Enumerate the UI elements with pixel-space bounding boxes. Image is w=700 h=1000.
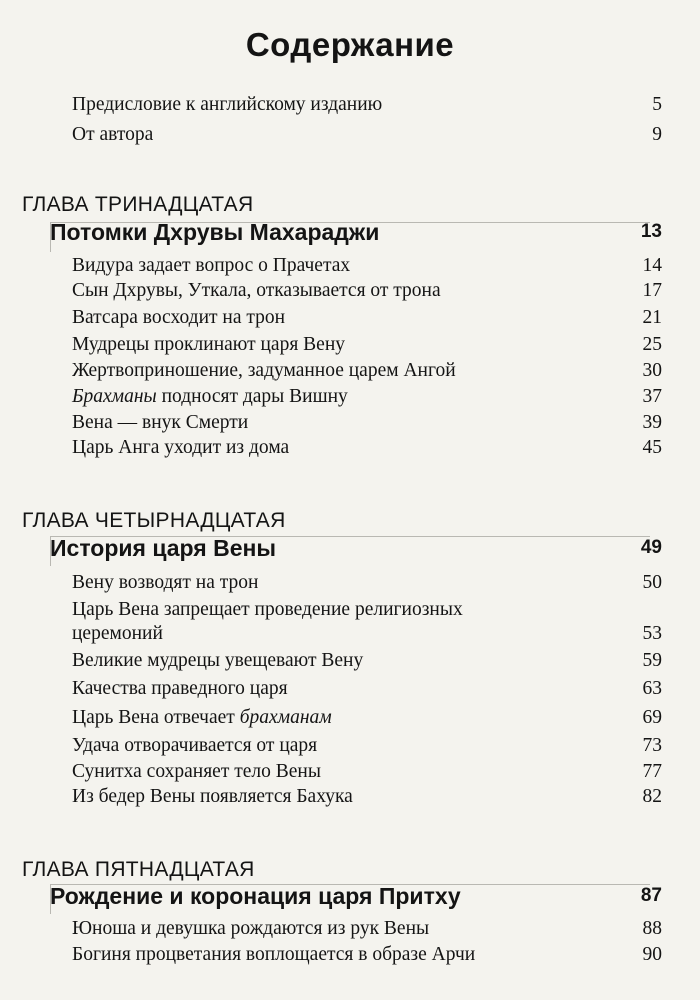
- entry-page: 69: [642, 707, 662, 728]
- entry-label: Царь Анга уходит из дома: [72, 437, 290, 458]
- toc-entry[interactable]: [72, 571, 258, 595]
- entry-page: 50: [642, 572, 662, 593]
- entry-label: Мудрецы проклинают царя Вену: [72, 334, 346, 355]
- toc-entry[interactable]: [72, 734, 317, 758]
- entry-page: 37: [642, 386, 662, 407]
- chapter-heading: ГЛАВА ПЯТНАДЦАТАЯ: [22, 858, 255, 881]
- chapter-title[interactable]: Потомки Дхрувы Махараджи: [50, 219, 380, 245]
- entry-page: 77: [642, 761, 662, 782]
- entry-label: Вена — внук Смерти: [72, 412, 249, 433]
- entry-label: Царь Вена запрещает проведение религиозных: [72, 599, 463, 620]
- entry-label: Ватсара восходит на трон: [72, 307, 286, 328]
- toc-entry[interactable]: [72, 785, 353, 809]
- entry-label-italic: Брахманы: [72, 386, 157, 407]
- toc-entry[interactable]: [72, 333, 345, 357]
- entry-label: Сунитха сохраняет тело Вены: [72, 761, 321, 782]
- toc-entry[interactable]: [72, 385, 348, 409]
- chapter-page: 87: [640, 885, 662, 906]
- toc-entry[interactable]: [72, 254, 350, 278]
- entry-label: Вену возводят на трон: [72, 572, 259, 593]
- entry-page: 14: [642, 255, 662, 276]
- toc-entry[interactable]: [72, 706, 332, 730]
- entry-page: 82: [642, 786, 662, 807]
- entry-page: 17: [642, 280, 662, 301]
- toc-entry[interactable]: [72, 411, 248, 435]
- entry-label: Качества праведного царя: [72, 678, 288, 699]
- toc-entry[interactable]: [72, 359, 456, 383]
- toc-entry[interactable]: [72, 306, 285, 330]
- entry-label-italic: брахманам: [239, 707, 332, 728]
- toc-entry[interactable]: [72, 279, 441, 303]
- entry-page: 88: [642, 918, 662, 939]
- entry-page: 63: [642, 678, 662, 699]
- toc-entry[interactable]: [72, 598, 463, 622]
- entry-page: 90: [642, 944, 662, 965]
- entry-label: Предисловие к английскому изданию: [72, 94, 383, 115]
- entry-label: Жертвоприношение, задуманное царем Ангой: [72, 360, 456, 381]
- entry-page: 73: [642, 735, 662, 756]
- entry-page: 59: [642, 650, 662, 671]
- entry-page: 45: [642, 437, 662, 458]
- entry-page: 25: [642, 334, 662, 355]
- toc-entry[interactable]: [72, 917, 429, 941]
- entry-page: 5: [652, 94, 662, 115]
- entry-label: Удача отворачивается от царя: [72, 735, 318, 756]
- toc-entry[interactable]: [72, 677, 288, 701]
- chapter-page: 13: [640, 221, 662, 242]
- entry-page: 9: [652, 124, 662, 145]
- toc-entry[interactable]: [72, 943, 475, 967]
- entry-page: 30: [642, 360, 662, 381]
- toc-entry[interactable]: [72, 649, 363, 673]
- toc-entry-continuation: церемоний: [72, 623, 163, 644]
- toc-entry[interactable]: [72, 93, 382, 117]
- entry-label: Юноша и девушка рождаются из рук Вены: [72, 918, 430, 939]
- entry-page: 53: [642, 623, 662, 644]
- toc-entry[interactable]: [72, 760, 321, 784]
- entry-label: Царь Вена отвечает: [72, 707, 240, 728]
- entry-label: Видура задает вопрос о Прачетах: [72, 255, 351, 276]
- chapter-heading: ГЛАВА ЧЕТЫРНАДЦАТАЯ: [22, 509, 286, 532]
- chapter-title[interactable]: История царя Вены: [50, 535, 277, 561]
- toc-entry[interactable]: [72, 436, 289, 460]
- chapter-heading: ГЛАВА ТРИНАДЦАТАЯ: [22, 193, 254, 216]
- entry-label: Сын Дхрувы, Уткала, отказывается от трона: [72, 280, 441, 301]
- chapter-title[interactable]: Рождение и коронация царя Притху: [50, 883, 461, 909]
- chapter-page: 49: [640, 537, 662, 558]
- page-title: Содержание: [245, 26, 455, 63]
- entry-page: 39: [642, 412, 662, 433]
- entry-label: Богиня процветания воплощается в образе Арчи: [72, 944, 476, 965]
- entry-label: Из бедер Вены появляется Бахука: [72, 786, 353, 807]
- entry-label: Великие мудрецы увещевают Вену: [72, 650, 364, 671]
- entry-page: 21: [642, 307, 662, 328]
- entry-label: От автора: [72, 124, 154, 145]
- toc-entry[interactable]: [72, 123, 153, 147]
- entry-label: подносят дары Вишну: [156, 386, 348, 407]
